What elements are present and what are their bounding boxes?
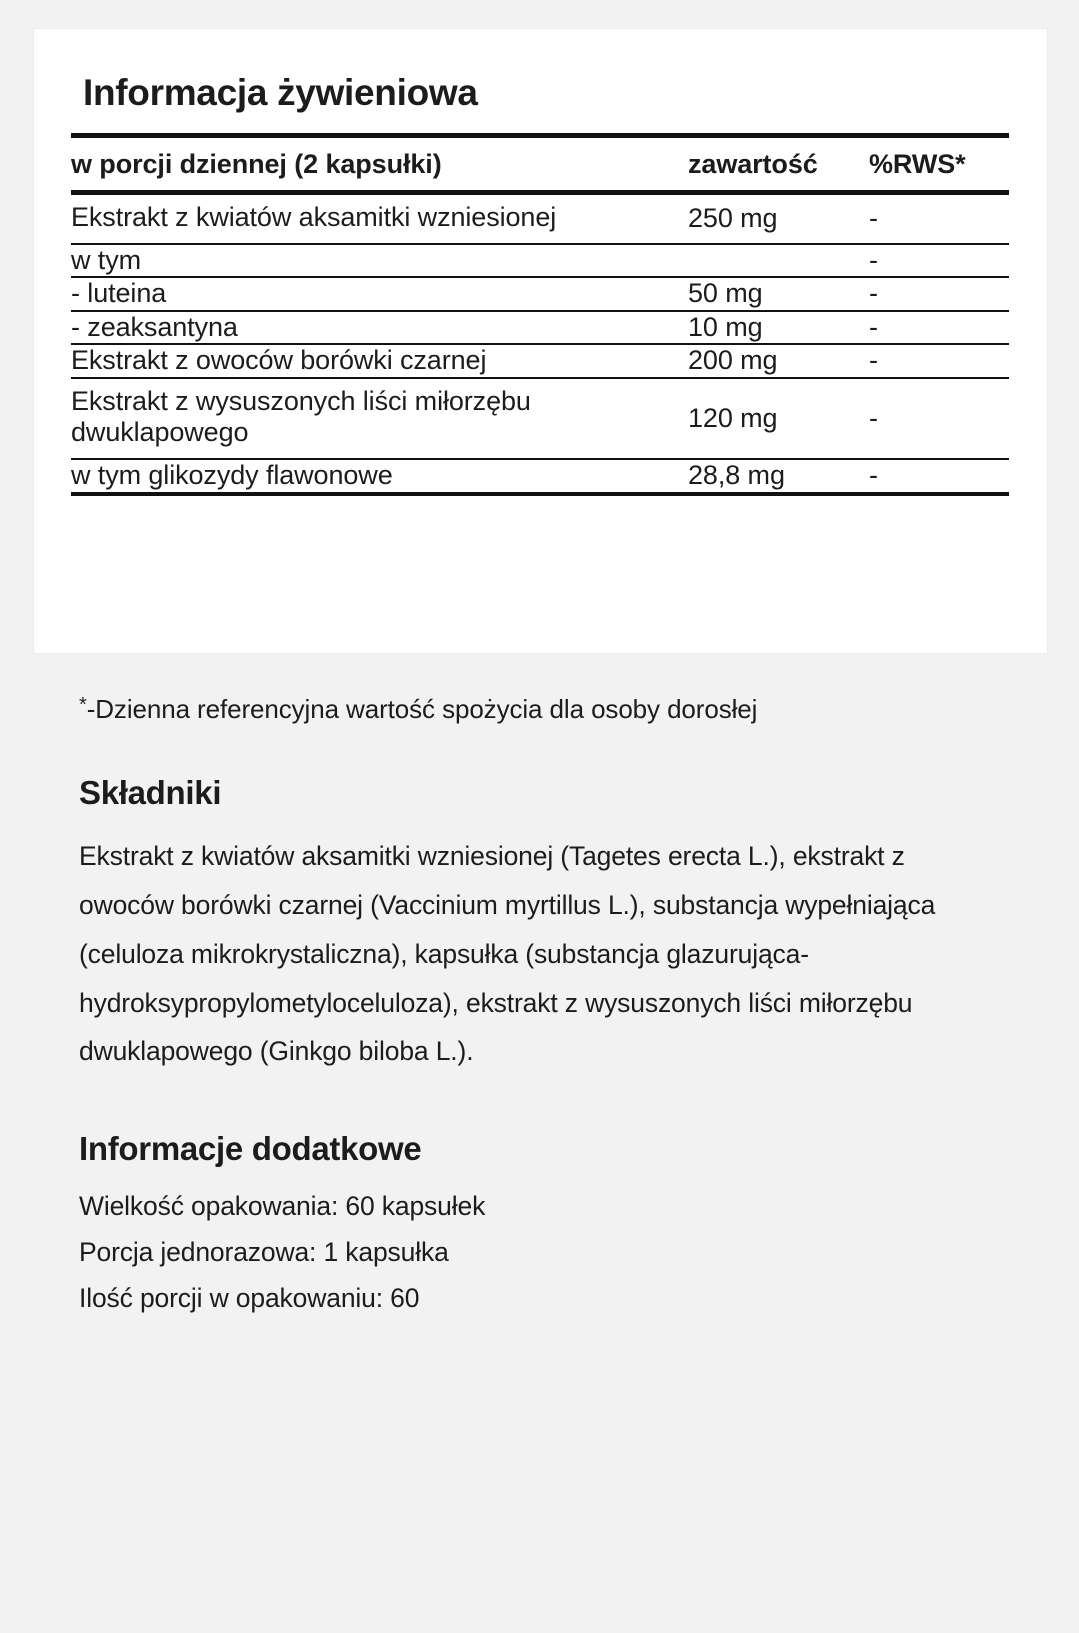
row-amount: 10 mg — [688, 311, 763, 342]
row-label: Ekstrakt z owoców borówki czarnej — [71, 345, 487, 376]
row-amount: 250 mg — [688, 203, 778, 233]
footnote-text: -Dzienna referencyjna wartość spożycia dla osoby dorosłej — [86, 694, 758, 724]
table-row — [71, 459, 1009, 494]
page-title: Informacja żywieniowa — [83, 72, 478, 113]
list-item: Ilość porcji w opakowaniu: 60 — [79, 1282, 420, 1313]
additional-info-heading: Informacje dodatkowe — [79, 1130, 422, 1168]
row-amount: 50 mg — [688, 278, 763, 309]
nutrition-facts-card — [33, 28, 1048, 654]
ingredients-paragraph: Ekstrakt z kwiatów aksamitki wzniesionej (Tagetes erecta L.), ekstrakt z owoców borówki czarnej (Vaccinium myrtillus L.), substancja wypełniająca (celuloza mikrokrystaliczna), kapsułka (substancja glazurująca-hydroksypropylometyloceluloza), ekstrakt z wysuszonych liści miłorzębu dwuklapowego (Ginkgo biloba L.). — [79, 841, 936, 1067]
nutrition-table-head — [71, 136, 1009, 193]
row-rws: - — [869, 203, 878, 233]
row-amount: 200 mg — [688, 345, 778, 376]
table-row — [71, 344, 1009, 378]
rws-footnote — [0, 682, 1079, 728]
column-header-amount: zawartość — [688, 148, 818, 179]
row-rws: - — [869, 345, 878, 376]
row-amount: 120 mg — [688, 402, 778, 433]
supplementary-content — [0, 682, 1079, 1322]
table-row — [71, 244, 1009, 278]
row-rws: - — [869, 311, 878, 342]
column-header-serving: w porcji dziennej (2 kapsułki) — [71, 148, 442, 179]
table-row — [71, 193, 1009, 244]
row-label: - luteina — [71, 278, 167, 309]
row-label: - zeaksantyna — [71, 311, 238, 342]
row-label: Ekstrakt z wysuszonych liści miłorzębu dwuklapowego — [71, 385, 531, 448]
row-amount — [688, 244, 869, 278]
nutrition-table — [71, 133, 1009, 496]
row-label: w tym glikozydy flawonowe — [71, 460, 393, 491]
additional-info-list — [0, 1168, 1079, 1322]
footnote-asterisk: * — [79, 694, 87, 716]
table-row — [71, 378, 1009, 459]
row-rws: - — [869, 460, 878, 491]
column-header-rws: %RWS* — [869, 148, 966, 179]
list-item: Wielkość opakowania: 60 kapsułek — [79, 1191, 486, 1222]
row-label: Ekstrakt z kwiatów aksamitki wzniesionej — [71, 202, 557, 232]
table-row — [71, 277, 1009, 311]
row-label: w tym — [71, 244, 141, 275]
list-item: Porcja jednorazowa: 1 kapsułka — [79, 1236, 449, 1267]
row-amount: 28,8 mg — [688, 460, 785, 491]
table-row — [71, 311, 1009, 345]
table-header-row — [71, 136, 1009, 193]
row-rws: - — [869, 402, 878, 433]
ingredients-heading: Składniki — [79, 774, 222, 812]
row-rws: - — [869, 278, 878, 309]
nutrition-table-body — [71, 193, 1009, 494]
row-rws: - — [869, 244, 878, 275]
